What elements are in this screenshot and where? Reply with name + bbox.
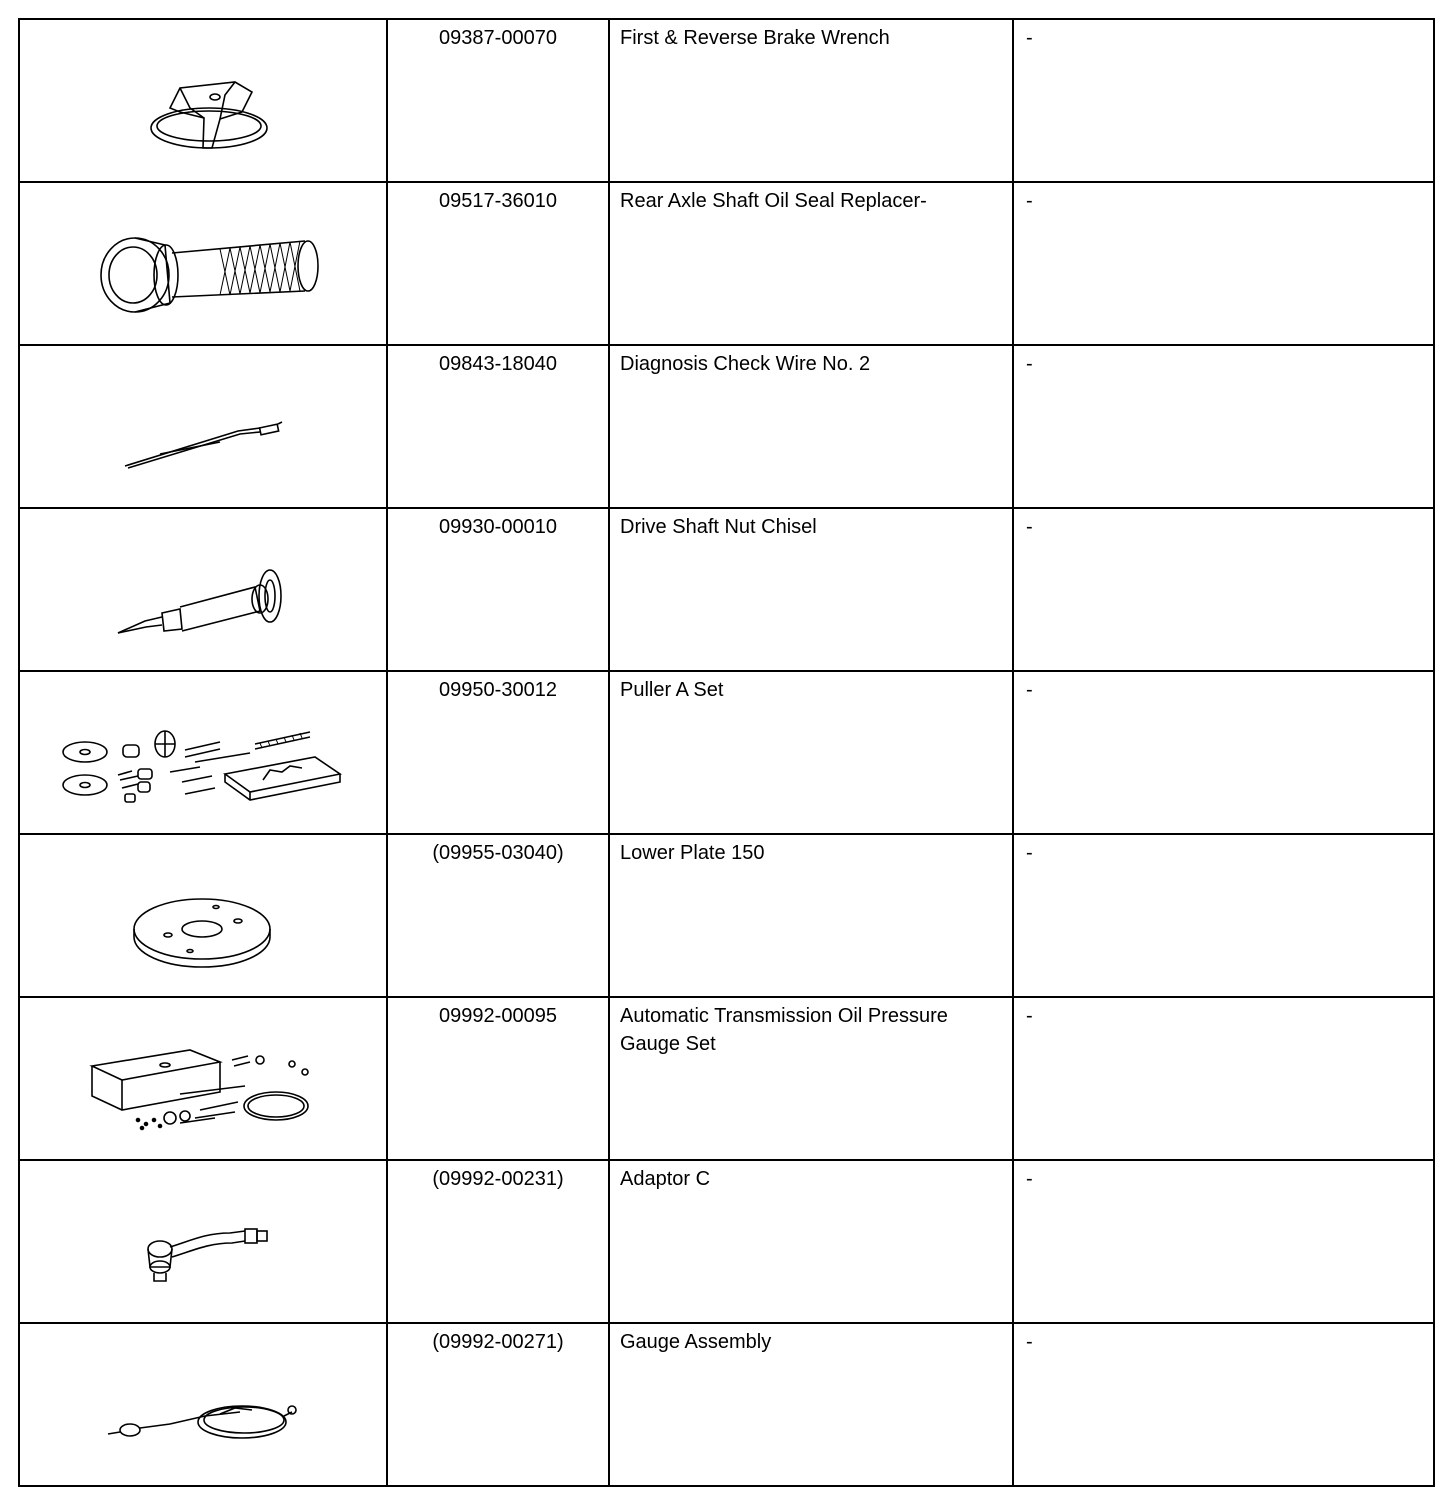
- part-number: (09955-03040): [387, 834, 609, 997]
- part-number: (09992-00271): [387, 1323, 609, 1486]
- table-row: [19, 671, 1434, 834]
- tool-name: Automatic Transmission Oil Pressure Gauge Set: [609, 997, 1013, 1160]
- illustration-cell: [19, 508, 387, 671]
- illustration-cell: [19, 671, 387, 834]
- part-number: 09843-18040: [387, 345, 609, 508]
- table-row: [19, 19, 1434, 182]
- tool-note: -: [1013, 508, 1434, 671]
- illustration-cell: [19, 997, 387, 1160]
- illustration-cell: [19, 345, 387, 508]
- oil-seal-replacer-icon: [20, 183, 386, 340]
- tool-name: Puller A Set: [609, 671, 1013, 834]
- table-row: [19, 345, 1434, 508]
- tool-note: -: [1013, 19, 1434, 182]
- tool-note: -: [1013, 1323, 1434, 1486]
- table-row: [19, 182, 1434, 345]
- illustration-cell: [19, 182, 387, 345]
- tool-name: First & Reverse Brake Wrench: [609, 19, 1013, 182]
- part-number: 09517-36010: [387, 182, 609, 345]
- table-row: [19, 1160, 1434, 1323]
- check-wire-icon: [20, 346, 386, 503]
- table-row: [19, 834, 1434, 997]
- part-number: (09992-00231): [387, 1160, 609, 1323]
- tool-note: -: [1013, 345, 1434, 508]
- gauge-set-icon: [20, 998, 386, 1155]
- illustration-cell: [19, 1323, 387, 1486]
- table-row: [19, 997, 1434, 1160]
- tool-name: Lower Plate 150: [609, 834, 1013, 997]
- tool-name: Gauge Assembly: [609, 1323, 1013, 1486]
- tool-note: -: [1013, 997, 1434, 1160]
- table-row: [19, 1323, 1434, 1486]
- tool-name: Drive Shaft Nut Chisel: [609, 508, 1013, 671]
- adaptor-icon: [20, 1161, 386, 1318]
- gauge-assembly-icon: [20, 1324, 386, 1481]
- part-number: 09992-00095: [387, 997, 609, 1160]
- part-number: 09387-00070: [387, 19, 609, 182]
- tool-note: -: [1013, 834, 1434, 997]
- tool-note: -: [1013, 1160, 1434, 1323]
- tool-note: -: [1013, 671, 1434, 834]
- brake-wrench-icon: [20, 20, 386, 177]
- puller-set-icon: [20, 672, 386, 829]
- part-number: 09930-00010: [387, 508, 609, 671]
- illustration-cell: [19, 834, 387, 997]
- tool-name: Rear Axle Shaft Oil Seal Replacer-: [609, 182, 1013, 345]
- table-row: [19, 508, 1434, 671]
- tool-name: Diagnosis Check Wire No. 2: [609, 345, 1013, 508]
- tool-note: -: [1013, 182, 1434, 345]
- nut-chisel-icon: [20, 509, 386, 666]
- part-number: 09950-30012: [387, 671, 609, 834]
- lower-plate-icon: [20, 835, 386, 992]
- tool-name: Adaptor C: [609, 1160, 1013, 1323]
- special-service-tools-table: [18, 18, 1435, 1487]
- illustration-cell: [19, 1160, 387, 1323]
- illustration-cell: [19, 19, 387, 182]
